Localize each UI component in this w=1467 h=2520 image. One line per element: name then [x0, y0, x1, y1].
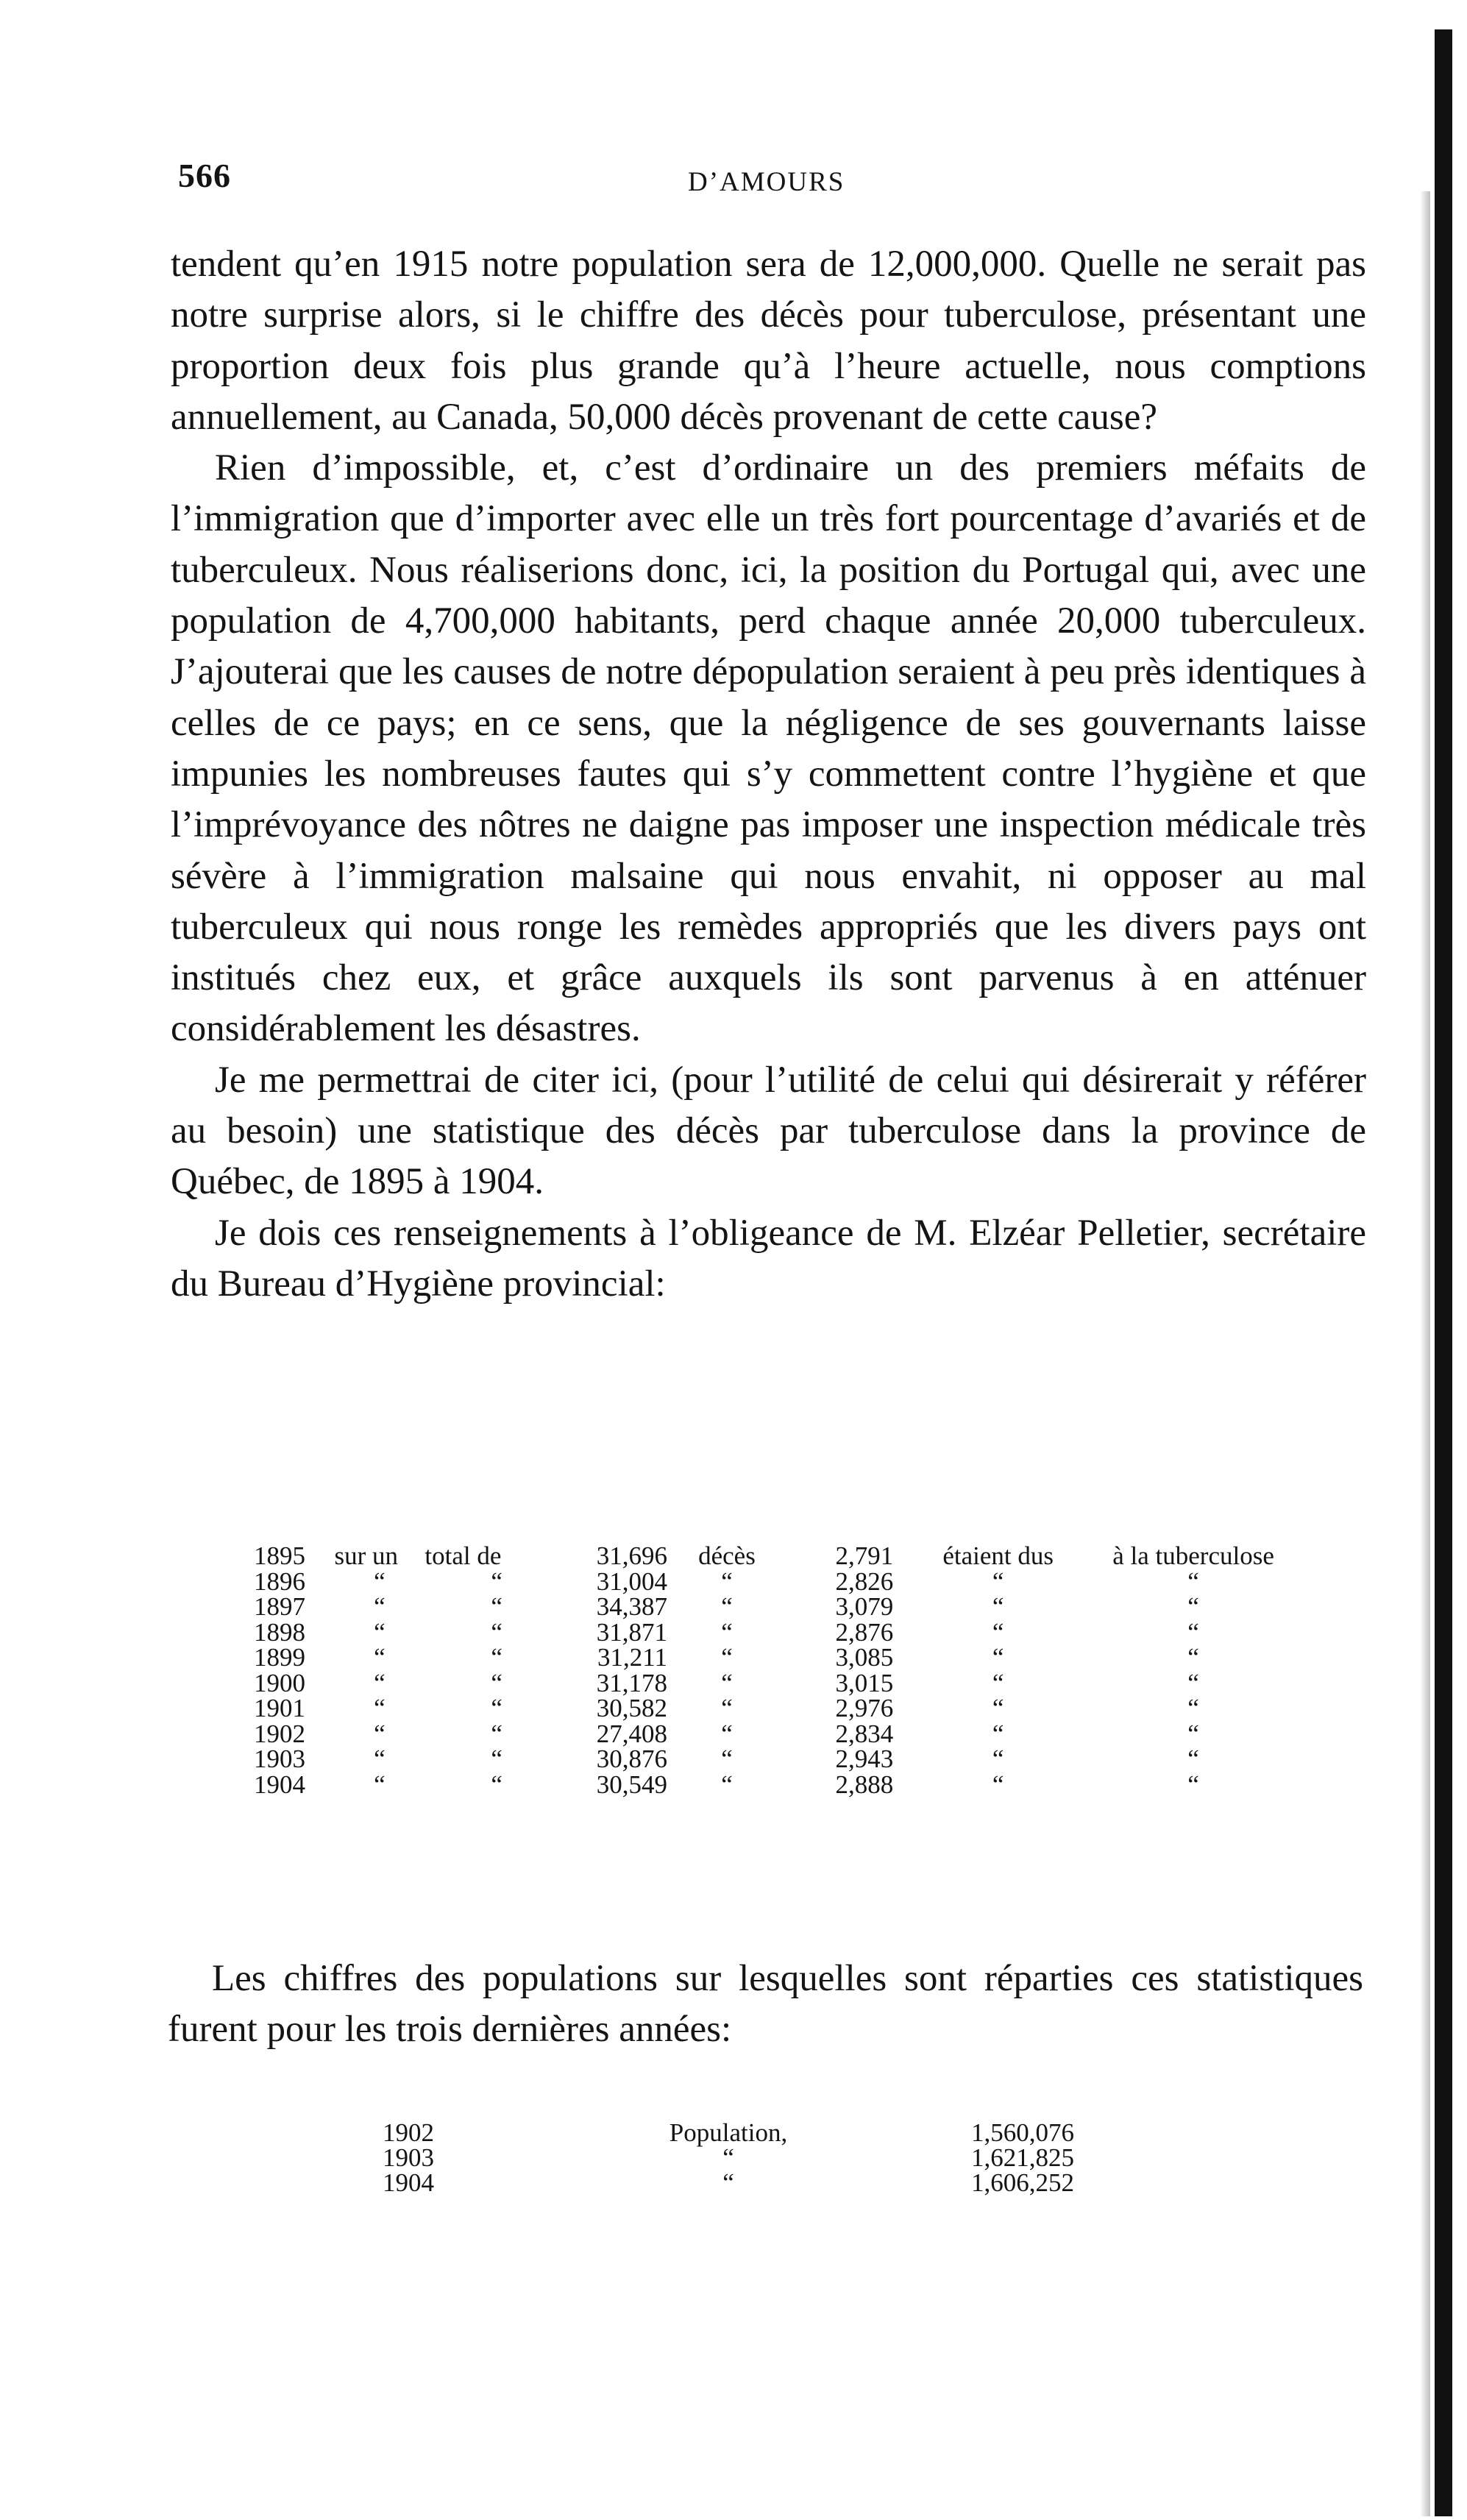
ditto-mark: “	[491, 1694, 502, 1722]
text-cell: décès	[698, 1541, 756, 1570]
ditto-mark: “	[721, 1617, 733, 1647]
ditto-mark: “	[1187, 1770, 1199, 1799]
total-deaths-cell: 34,387	[596, 1592, 667, 1621]
ditto-mark: “	[721, 1566, 733, 1596]
ditto-mark: “	[721, 1770, 733, 1799]
table-row	[254, 1747, 1284, 1772]
tuberculosis-deaths-cell: 3,079	[835, 1592, 894, 1621]
population-table	[383, 2120, 1074, 2196]
tuberculosis-deaths-cell: 2,834	[835, 1719, 894, 1748]
ditto-mark: “	[992, 1668, 1004, 1697]
tuberculosis-deaths-table	[254, 1541, 1284, 1799]
ditto-mark: “	[374, 1694, 386, 1722]
ditto-mark: “	[721, 1592, 733, 1621]
tuberculosis-deaths-cell: 3,085	[835, 1643, 894, 1672]
ditto-mark: “	[491, 1668, 502, 1697]
total-deaths-cell: 30,876	[596, 1745, 667, 1773]
closing-text	[168, 1953, 1363, 2056]
ditto-mark: “	[1187, 1566, 1199, 1596]
ditto-mark: “	[1187, 1719, 1199, 1748]
ditto-mark: “	[992, 1643, 1004, 1672]
population-value-cell: 1,606,252	[971, 2168, 1074, 2197]
ditto-mark: “	[374, 1592, 386, 1621]
book-edge	[1435, 29, 1452, 2516]
ditto-mark: “	[491, 1617, 502, 1647]
year-cell: 1896	[254, 1566, 305, 1596]
population-value-cell: 1,560,076	[971, 2118, 1074, 2147]
text-cell: total de	[425, 1541, 502, 1570]
text-cell: à la tuberculose	[1112, 1541, 1274, 1570]
tuberculosis-deaths-cell: 2,888	[835, 1770, 894, 1799]
ditto-mark: “	[374, 1617, 386, 1647]
body-text	[171, 239, 1366, 1310]
ditto-mark: “	[992, 1694, 1004, 1722]
paragraph: Rien d’impossible, et, c’est d’ordinaire un des premiers méfaits de l’immigration que d’importer avec elle un très fort pourcentage d’avariés et de tuberculeux. Nous réaliserions donc, ici, la position du Portugal qui, avec une population de 4,700,000 habitants, perd chaque année 20,000 tuberculeux. J’ajouterai que les causes de notre dépopulation seraient à peu près identiques à celles de ce pays; en ce sens, que la négligence de ses gouvernants laisse impunies les nombreuses fautes qui s’y commettent contre l’hygiène et que l’imprévoyance des nôtres ne daigne pas imposer une inspection médicale très sévère à l’immigration malsaine qui nous envahit, ni opposer au mal tuberculeux qui nous ronge les remèdes appropriés que les divers pays ont institués chez eux, et grâce auxquels ils sont parvenus à en atténuer considérablement les désastres.	[171, 447, 1366, 1050]
total-deaths-cell: 31,211	[597, 1643, 667, 1672]
table-row	[383, 2171, 1074, 2196]
ditto-mark: “	[992, 1770, 1004, 1799]
ditto-mark: “	[721, 1694, 733, 1722]
ditto-mark: “	[1187, 1694, 1199, 1722]
tuberculosis-deaths-cell: 2,876	[835, 1617, 894, 1647]
year-cell: 1903	[383, 2143, 434, 2172]
ditto-mark: “	[374, 1668, 386, 1697]
ditto-mark: “	[992, 1592, 1004, 1621]
ditto-mark: “	[491, 1770, 502, 1799]
label-cell: Population,	[669, 2118, 788, 2147]
paragraph: Je dois ces renseignements à l’obligeance de M. Elzéar Pelletier, secrétaire du Bureau d’Hygiène provincial:	[171, 1212, 1366, 1305]
ditto-mark: “	[1187, 1617, 1199, 1647]
year-cell: 1904	[383, 2168, 434, 2197]
ditto-mark: “	[374, 1566, 386, 1596]
ditto-mark: “	[992, 1617, 1004, 1647]
year-cell: 1900	[254, 1668, 305, 1697]
ditto-mark: “	[491, 1719, 502, 1748]
total-deaths-cell: 27,408	[596, 1719, 667, 1748]
ditto-mark: “	[491, 1566, 502, 1596]
tuberculosis-deaths-cell: 3,015	[835, 1668, 894, 1697]
ditto-mark: “	[374, 1770, 386, 1799]
total-deaths-cell: 31,178	[596, 1668, 667, 1697]
ditto-mark: “	[374, 1719, 386, 1748]
total-deaths-cell: 30,549	[596, 1770, 667, 1799]
ditto-mark: “	[721, 1643, 733, 1672]
ditto-mark: “	[721, 1745, 733, 1773]
total-deaths-cell: 31,871	[596, 1617, 667, 1647]
table-row	[254, 1722, 1284, 1747]
year-cell: 1897	[254, 1592, 305, 1621]
table-row	[383, 2145, 1074, 2171]
running-title: D’AMOURS	[688, 167, 845, 197]
table-row	[254, 1696, 1284, 1722]
ditto-mark: “	[1187, 1668, 1199, 1697]
tuberculosis-deaths-cell: 2,943	[835, 1745, 894, 1773]
paragraph: tendent qu’en 1915 notre population sera de 12,000,000. Quelle ne serait pas notre surprise alors, si le chiffre des décès pour tuberculose, présentant une proportion deux fois plus grande qu’à l’heure actuelle, nous comptions annuellement, au Canada, 50,000 décès provenant de cette cause?	[171, 244, 1366, 438]
year-cell: 1899	[254, 1643, 305, 1672]
ditto-mark: “	[491, 1592, 502, 1621]
ditto-mark: “	[1187, 1592, 1199, 1621]
text-cell: étaient dus	[942, 1541, 1054, 1570]
table-row	[254, 1569, 1284, 1595]
page-edge-shadow	[1420, 191, 1430, 2516]
year-cell: 1902	[254, 1719, 305, 1748]
ditto-mark: “	[491, 1745, 502, 1773]
table-row	[254, 1620, 1284, 1646]
population-value-cell: 1,621,825	[971, 2143, 1074, 2172]
tuberculosis-deaths-cell: 2,791	[835, 1541, 894, 1570]
ditto-mark: “	[491, 1643, 502, 1672]
table-row	[254, 1645, 1284, 1671]
year-cell: 1904	[254, 1770, 305, 1799]
label-cell: “	[722, 2143, 734, 2172]
total-deaths-cell: 30,582	[596, 1694, 667, 1722]
paragraph: Je me permettrai de citer ici, (pour l’utilité de celui qui désirerait y référer au besoin) une statistique des décès par tuberculose dans la province de Québec, de 1895 à 1904.	[171, 1059, 1366, 1203]
label-cell: “	[722, 2168, 734, 2197]
total-deaths-cell: 31,696	[596, 1541, 667, 1570]
ditto-mark: “	[1187, 1745, 1199, 1773]
year-cell: 1902	[383, 2118, 434, 2147]
ditto-mark: “	[1187, 1643, 1199, 1672]
table-row	[383, 2120, 1074, 2145]
paragraph: Les chiffres des populations sur lesquelles sont réparties ces statistiques furent pour les trois dernières années:	[168, 1958, 1363, 2051]
table-row	[254, 1671, 1284, 1697]
table-row	[254, 1772, 1284, 1798]
year-cell: 1903	[254, 1745, 305, 1773]
tuberculosis-deaths-cell: 2,826	[835, 1566, 894, 1596]
total-deaths-cell: 31,004	[596, 1566, 667, 1596]
ditto-mark: “	[721, 1668, 733, 1697]
text-cell: sur un	[334, 1541, 399, 1570]
table-row	[254, 1594, 1284, 1620]
ditto-mark: “	[992, 1566, 1004, 1596]
year-cell: 1895	[254, 1541, 305, 1570]
ditto-mark: “	[992, 1745, 1004, 1773]
page-number: 566	[178, 157, 231, 194]
year-cell: 1898	[254, 1617, 305, 1647]
year-cell: 1901	[254, 1694, 305, 1722]
ditto-mark: “	[992, 1719, 1004, 1748]
table-row	[254, 1544, 1284, 1569]
ditto-mark: “	[374, 1643, 386, 1672]
ditto-mark: “	[374, 1745, 386, 1773]
tuberculosis-deaths-cell: 2,976	[835, 1694, 894, 1722]
ditto-mark: “	[721, 1719, 733, 1748]
